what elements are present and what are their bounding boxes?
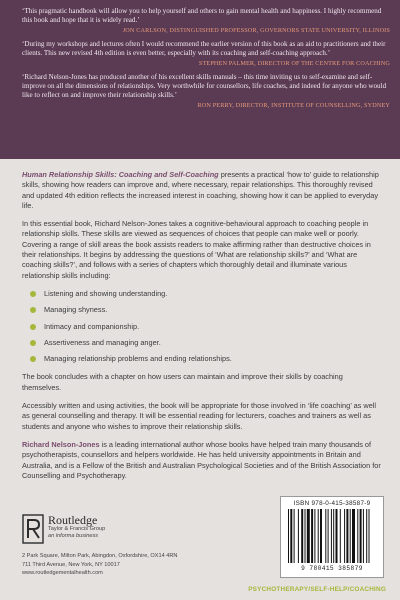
bullet-dot-icon: [30, 307, 36, 313]
barcode-icon: [286, 509, 378, 565]
endorsement-quote: [22, 7, 390, 35]
publisher-group: Taylor & Francis Group: [48, 526, 106, 532]
bullet-dot-icon: [30, 291, 36, 297]
approach-paragraph: In this essential book, Richard Nelson-Jones takes a cognitive-behavioural approach to coaching people in relationship skills. These skills are viewed as sequences of choices that people can make well or poorly. Covering a range of skill areas the book assists readers to make affirming rather than destructive choices in their relationships. It begins by addressing the questions of ‘What are relationship skills?’ and ‘What are coaching skills?’, and follows with a series of chapters which thoroughly detail and illuminate various relationship skills including:: [22, 219, 371, 280]
quote-attribution: RON PERRY, DIRECTOR, INSTITUTE OF COUNSELLING, SYDNEY: [197, 101, 390, 109]
address-uk: 2 Park Square, Milton Park, Abingdon, Oxfordshire, OX14 4RN: [22, 553, 178, 559]
publisher-tagline: an informa business: [48, 533, 99, 539]
author-bio-text: is a leading international author whose books have helped train many thousands of psychotherapists, counsellors and helpers worldwide. He has held university appointments in Britain and Australia, and is a Fellow of the British and Australian Psychological Societies and of the British Association for Counselling and Psychotherapy.: [22, 439, 381, 480]
publisher-block: [22, 514, 242, 578]
quote-attribution: JON CARLSON, DISTINGUISHED PROFESSOR, GOVERNORS STATE UNIVERSITY, ILLINOIS: [122, 26, 390, 34]
intro-text: presents a practical ‘how to’ guide to relationship skills, showing how readers can improve and, where necessary, repair relationships. This thoroughly revised and updated 4th edition reflects the increased interest in coaching, showing how it can be applied to everyday life.: [22, 170, 379, 210]
conclusion-paragraph: The book concludes with a chapter on how users can maintain and improve their skills by coaching themselves.: [22, 372, 343, 392]
book-description: [22, 170, 384, 489]
publisher-name: Routledge: [48, 513, 98, 527]
isbn-label: ISBN 978-0-415-38587-9: [293, 500, 371, 507]
list-item: [30, 322, 384, 332]
subject-category: PSYCHOTHERAPY/SELF-HELP/COACHING: [248, 586, 386, 593]
list-item-text: Intimacy and companionship.: [44, 321, 140, 331]
endorsement-quote: [22, 40, 390, 68]
endorsement-quote: [22, 73, 390, 110]
isbn-barcode: [280, 496, 384, 578]
bullet-dot-icon: [30, 324, 36, 330]
bullet-dot-icon: [30, 356, 36, 362]
list-item: [30, 289, 384, 299]
list-item-text: Managing shyness.: [44, 305, 108, 315]
list-item-text: Listening and showing understanding.: [44, 288, 168, 298]
quote-text: ‘Richard Nelson-Jones has produced another of his excellent skills manuals – this time inviting us to self-examine and self-improve on all the dimensions of relationships. Very worthwhile for counsellors, life coaches, and indeed for anyone who would like to reflect on and improve their relationship skills.’: [22, 72, 387, 100]
quote-text: ‘This pragmatic handbook will allow you to help yourself and others to gain mental health and happiness. I highly recommend this book and hope that it is widely read.’: [22, 7, 382, 25]
book-title: Human Relationship Skills: Coaching and Self-Coaching: [22, 170, 219, 179]
list-item: [30, 338, 384, 348]
author-name: Richard Nelson-Jones: [22, 439, 100, 449]
address-us: 711 Third Avenue, New York, NY 10017: [22, 561, 120, 568]
list-item-text: Assertiveness and managing anger.: [44, 337, 161, 347]
author-bio: [22, 440, 384, 481]
quote-attribution: STEPHEN PALMER, DIRECTOR OF THE CENTRE FOR COACHING: [198, 59, 390, 67]
endorsement-panel: [0, 0, 400, 159]
isbn-digits: 9 780415 385879: [301, 565, 363, 572]
bullet-dot-icon: [30, 340, 36, 346]
intro-paragraph: [22, 170, 384, 211]
list-item: [30, 305, 384, 315]
audience-paragraph: Accessibly written and using activities, the book will be appropriate for those involved in ‘life coaching’ as well as general counselling and therapy. It will be essential reading for lecturers, coaches and trainers as well as students and anyone who wishes to improve their relationship skills.: [22, 401, 377, 431]
list-item: [30, 354, 384, 364]
list-item-text: Managing relationship problems and ending relationships.: [44, 354, 232, 364]
skills-list: [30, 289, 384, 364]
publisher-logo: [22, 514, 242, 544]
routledge-logo-icon: [22, 514, 44, 544]
quote-text: ‘During my workshops and lectures often I would recommend the earlier version of this book as an aid to practitioners and their clients. This new revised 4th edition is even better, especially with its coaching and self-coaching approach.’: [22, 39, 386, 58]
publisher-addresses: [22, 552, 242, 578]
publisher-website[interactable]: www.routledgementalhealth.com: [22, 570, 103, 576]
